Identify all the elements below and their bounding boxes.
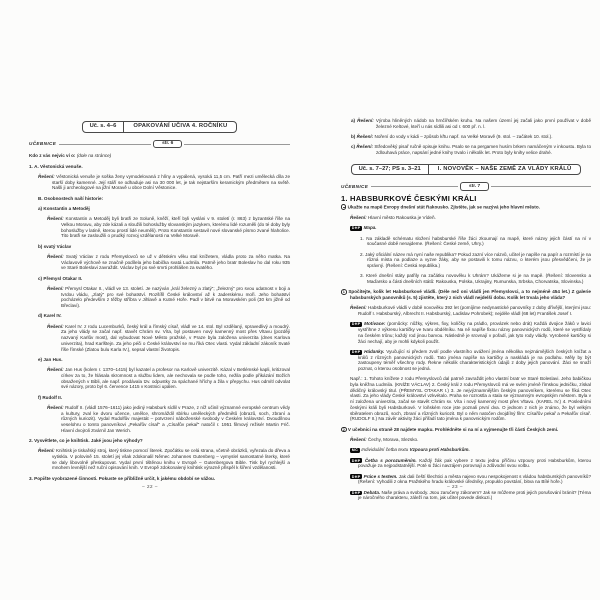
solution-label: Řešení:: [357, 118, 374, 123]
right-header-title: I. NOVOVĚK – NAŠE ZEMĚ ZA VLÁDY KRÁLŮ: [437, 165, 572, 172]
question-title: B. Osobnostech naší historie:: [38, 195, 104, 201]
question-number: 3.: [29, 475, 33, 481]
activity-text: Naše práva a svobody. Jsou zaručeny zákonem? Jak se můžeme proti jejich porušování bránit? (Téma je náročného charakteru, záleží na tom, jak učitel povede diskuzi.): [358, 489, 591, 501]
item-title: Rudolf II.: [42, 394, 62, 400]
item-title: svatý Václav: [43, 243, 72, 249]
solution-text: Věstonická venuše je soška ženy vymodelovaná z hlíny a vypálená, vysoká 11,5 cm. Patří mezi umělecká díla ze starší doby kamenné. Její stáří se odhaduje asi na 30 000 let, je tak nejstarším keramickým předmětem na světě. Našli ji archeologové na jižní Moravě u obce Dolní Věstonice.: [52, 174, 291, 191]
left-chapter-header: [82, 121, 238, 133]
item-marker: a): [351, 118, 356, 123]
activity-map-step-1: 1. Na základě schématu složení habsburské říše žáci zkoumají na mapě, které názvy jejich částí na ní v současné době nenajdeme. (Řešení: České země, Uhry.): [360, 235, 591, 247]
task-2-number: 2: [342, 427, 345, 432]
activity-map: [341, 225, 591, 231]
solution-text: Čechy, Morava, Slezsko.: [367, 436, 419, 442]
activity-hadanky: [341, 349, 591, 372]
solution-text: Noření do vody v kádi – způsob křtu např. na Velké Moravě (9. stol. – začátek 10. stol.).: [374, 134, 553, 139]
item-title: Karel IV.: [43, 313, 62, 319]
right-page: [341, 117, 591, 506]
solution-text: Hlavní město Rakouska je Vídeň.: [367, 215, 436, 220]
activity-tag: DHP: [351, 322, 361, 327]
right-section-label: UČEBNICE: [341, 183, 369, 189]
question-number: 1.: [29, 163, 33, 169]
solution-label: Řešení:: [38, 448, 55, 454]
page-number-right: – 23 –: [447, 484, 463, 489]
task-text: V učebnici na straně 28 najdete mapku. Prohlédněte si na ní a vyjmenujte tři části Českých zemí.: [347, 426, 559, 432]
left-header-title: OPAKOVÁNÍ UČIVA 4. ROČNÍKU: [133, 123, 228, 129]
left-section-bar: [29, 140, 290, 149]
solution-text: Habsburkové vládli v době novověku 392 let (pomíjíme nedynastické panovníky z doby dřívější, kterými jsou: Rudolf I. Habsburský, Albrecht II. Habsburský, Ladislav Pohrobek); nejdéle vládl (68 let) František Josef I.: [358, 305, 592, 317]
activity-text: Každý žák pak vybere z textu jednu příčinu vzpoury proti Habsburkům, kterou považuje za nejpodstatnější. Poté si žáci navzájem porovnají a zdůvodní svou volbu.: [358, 457, 592, 469]
solution-text: Svatý Václav z rodu Přemyslovců se už v dětském věku stal knížetem, vládla proto za něho matka. Na Václavově výchově se značně podílela jeho babička svatá Ludmila. Patrně jeho bratr Boleslav ho dal roku 935 ve Staré Boleslavi zavraždit. Václav byl po své smrti prohlášen za svatého.: [61, 254, 291, 271]
solution-text: Přemysl Otakar II., vládl ve 13. století. Je nazýván „král železný a zlatý“; „železný“ pro svou udatnost v boji a tvrdou vládu, „zlatý“ pro své bohatství. Rozšířil České království až k Jaderskému moři. Jeho bohatství pocházelo především z těžby stříbra v Jihlavě a Kutné Hoře. Padl v bitvě na Moravském poli (30 km jižně od Břeclavi).: [61, 286, 291, 309]
right-page-ref-box: str. 7: [460, 182, 489, 191]
sub-item-b-title: [38, 244, 290, 250]
task-2-solution: [341, 437, 591, 443]
sub-item-c-solution: [38, 286, 290, 309]
solution-text: Jan Hus (kolem r. 1370–1415) byl kazatel a profesor na Karlově univerzitě. Kázal v Betlémské kapli, kritizoval církev za to, že hlásala skromnost a službu lidem, ale nechovala se podle toho, nežila podle přikázání Božích obsažených v Bibli, ale např. prodávala tzv. odpustky za spáchané hříchy a žila v přepychu. Hus odmítl odvolat své názory, proto byl 6. července 1415 v Kostnici upálen.: [61, 367, 290, 390]
question-1: [29, 164, 290, 170]
solution-label: Řešení:: [47, 216, 64, 222]
task-text: Spočítejte, kolik let Habsburkové vládli. (Déle než oni vládli jen Přemyslovci, a to nejméně 454 let.) Z galerie habsburských panovníků (s. 5) zjistěte, který z nich vládl nejdelší dobu. Kolik let trvala jeho vláda?: [348, 289, 591, 301]
activity-tag: DHP: [351, 349, 361, 354]
right-chapter-header: [351, 164, 582, 176]
solution-2: [29, 448, 290, 471]
solution-label: Řešení:: [47, 286, 64, 291]
reading-title: Vzpoura proti Habsburkům.: [409, 447, 470, 453]
rule-line: [184, 144, 290, 145]
activity-name: Mapa.: [363, 225, 377, 231]
solution-text: Konstantin a Metoděj byli bratři ze Soluně, kněží, kteří byli vysláni v 9. století (r. 863) z byzantské říše na Velkou Moravu, aby zde kázali a sloužili bohoslužby slovanským jazykem, kterému lidé rozuměli (do té doby byly bohoslužby v latině, kterou prostí lidé neuměli). Proto Konstantin sestavil nové slovanské písmo zvané hlaholice. Tito bratři se zasloužili o prudký rozvoj vzdělanosti na Velké Moravě.: [61, 216, 291, 239]
item-marker: d): [38, 313, 43, 319]
solution-label: Řešení:: [47, 254, 64, 259]
task-text: Ukažte na mapě Evropy dnešní stát Rakousko. Zjistěte, jak se nazývá jeho hlavní město.: [347, 204, 540, 210]
activity-text: Jak dali čeští šlechtici a města najevo svou nespokojenost s vládou habsburských panovníků? (Řešení: Vyhodili z okna Pražského hradu královské úředníky, propuklo povstání, bitva na Bílé hoře.): [358, 473, 592, 485]
solution-text: Karel IV. z rodu Lucemburků, český král a římský císař, vládl ve 14. stol. Byl vzdělaný, spravedlivý a moudrý. Za jeho vlády se začal např. stavět Chrám sv. Víta, byl postaven nový kamenný most přes Vltavu (později nazvaný Karlův most), dal vybudovat Nové Město pražské, v Praze byla založena univerzita (dnes Karlova univerzita), hrad Karlštejn. Za jeho péči o České království se mu říká Otec vlasti. Vydal základní zákoník Svaté říše římské (Zlatou bulu Karla IV.), sepsal vlastní životopis.: [61, 323, 290, 352]
picture-solution-a: [341, 118, 591, 129]
left-section-label: UČEBNICE: [29, 141, 57, 147]
solution-1: [29, 174, 290, 191]
sub-item-d-solution: [38, 324, 290, 353]
item-marker: b): [38, 243, 43, 249]
left-page-ref-box: str. 6: [153, 140, 182, 149]
solution-label: Řešení:: [47, 404, 64, 410]
item-marker: c): [38, 275, 43, 281]
question-title: A. Věstonická venuše.: [34, 163, 83, 169]
activity-hadanky-example: Např.: 1. Tohoto knížete z rodu Přemyslovců dal patrně zavraždit jeho vlastní bratr ve Staré Boleslavi. Jeho babičkou byla kněžna Ludmila. (KNÍŽE VÁCLAV) 2. Český král z rodu Přemyslovců má ve svém jméně římskou jedničku, získal dědičný královský titul. (PŘEMYSL OTAKAR I.) 3. Je nejvýznamnějším českým panovníkem, kterému se říká Otec vlasti. Za jeho vlády České království vzkvétalo. Praha se rozrostla a stala se významným evropským městem. Byla v ní založena univerzita, začal se stavět Chrám sv. Víta i nový kamenný most přes Vltavu. (KAREL IV.) 4. Posledními českými králi byli Habsburkové. V loňském roce jste poznali první dva. O jednom z nich je známo, že byl velkým sběratelem obrazů, soch, zbraní a různých kuriozit. Byl o něm natočen dvojdílný film: Císařův pekař a Pekařův císař. (RUDOLF II.) Na závěr aktivity žáci přiřadí tato jména k panovnickým rodům.: [350, 376, 591, 422]
solution-label: Řešení:: [350, 305, 367, 311]
solution-label: Řešení:: [350, 436, 367, 442]
solution-label: Řešení:: [356, 144, 374, 150]
activity-text: Vyučující si předem zvolí podle vlastního uvážení jména několika nejznámějších českých knížat a králů z různých panovnických rodů. Tato jména napíše na kartičky a naskládá je na podlahu. Měly by být zastoupeny téměř všechny rody. Řekne několik charakteristických údajů z doby jejich panování. Žáci se snaží poznat, o kterou osobnost se jedná.: [358, 348, 591, 372]
question-B: [29, 196, 290, 202]
item-marker: f): [38, 394, 42, 400]
right-header-page-ref: Uč. s. 7–27; PS s. 3–21: [352, 165, 429, 175]
item-marker: a): [38, 206, 43, 211]
activity-motivace: [341, 321, 591, 344]
sub-item-a-solution: [38, 216, 290, 239]
chapter-title: 1. HABSBURKOVÉ ČESKÝMI KRÁLI: [341, 194, 477, 204]
picture-solution-b: [341, 134, 591, 140]
task-1-question: [341, 289, 591, 300]
activity-debata: [341, 490, 591, 501]
question-2: [29, 438, 290, 444]
sub-item-e-title: [38, 357, 290, 363]
item-title: Konstantin a Metoděj: [43, 206, 90, 211]
activity-name: Hádanky.: [364, 348, 385, 354]
item-marker: b): [351, 134, 356, 139]
task-1-number: 1: [342, 290, 345, 295]
task-1-solution: [341, 305, 591, 316]
item-marker: e): [38, 356, 43, 362]
activity-tag: MČ: [351, 448, 359, 453]
activity-name: Debata.: [363, 489, 381, 495]
item-title: Jan Hus.: [43, 356, 63, 362]
activity-map-step-3: 3. Které dnešní státy patřily na začátku novověku k Uhrám? Ukážeme si je na mapě. (Řešení: Slovensko a Maďarsko a části dnešních států: Rakouska, Polska, Ukrajiny, Rumunska, Srbska, Chorvatska, Slovinska.): [360, 273, 591, 285]
rule-line: [371, 186, 458, 187]
left-intro: [29, 153, 290, 159]
sub-item-e-solution: [38, 367, 290, 390]
sub-item-f-title: [38, 395, 290, 401]
intro-question: Kdo z vás nejvíc ví o:: [29, 153, 76, 159]
activity-map-step-2: 2. Jaký oficiální název má nyní naše republika? Pokud zazní více názvů, učitel je napíše na papír a rozmístí je na různá místa na podlaze a vyzve žáky, aby se postavili k tomu názvu, o kterém jsou přesvědčeni, že je správný. (Řešení: Česká republika.): [360, 251, 591, 269]
sub-item-d-title: [38, 313, 290, 319]
sub-item-f-solution: [38, 405, 290, 434]
activity-tag: DHP: [351, 490, 361, 495]
solution-text: Knihtisk je tiskařský stroj, který tiskne pomocí literek. Zpočátku se celá strana, včetně obrázků, vyřezala do dřeva a vytiskla. V polovině 15. století jej však zdokonalil Němec Johannes Gutenberg – vymyslel samostatné literky, které se daly libovolně přeskupovat. Vydal první tištěnou knihu v Evropě – Gutenbergova Bible. Tisk byl rychlejší a mnohem levnější než ruční opisování knih. V Evropě zdokonalený knihtisk výrazně přispěl k šíření vzdělanosti.: [52, 448, 291, 471]
activity-tag: DHP: [351, 474, 361, 479]
task-map-question: [341, 204, 591, 210]
activity-individual-reading: [341, 447, 591, 453]
intro-note: (dole na stránce): [76, 153, 112, 159]
sub-items: [29, 206, 290, 433]
page-number-left: – 22 –: [142, 484, 158, 489]
activity-text: (pomůcky: nůžky, výkres, fixy, kolíčky na prádlo, provázek nebo drát) Každá dvojice žáků v lavici vystřihne z výkresu kartičky ve tvaru obdélníku. Na ně napíše fixou názvy panovnických rodů, které se vystřídaly na českém trůnu; každý rod jinou barvou. Následně je srovnají v pořadí, jak tyto rody vládly. Vyrobené kartičky si žáci nechají, aby je mohli kdykoli použít.: [358, 321, 591, 344]
activity-tag: DHP: [351, 458, 361, 463]
question-title: Vysvětlete, co je knihtisk. Jaké jsou jeho výhody?: [34, 437, 143, 443]
solution-label: Řešení:: [38, 174, 55, 179]
task-icon: [341, 204, 346, 209]
left-header-page-ref: Uč. s. 4–6: [83, 122, 125, 132]
rule-line: [59, 144, 151, 145]
solution-label: Řešení:: [356, 134, 374, 139]
solution-text: Rudolf II. (vládl 1576–1611) jako jediný Habsburk sídlil v Praze, z níž učinil významné evropské centrum vědy a kultury, zval ke dvoru učence, umělce, shromáždil sbírku uměleckých předmětů (obrazů, soch, zbraní a různých kuriozit). Vydal Rudolfův majestát – potvrzení náboženské svobody v Českém království. Dvoudílnou veselohru o tomto panovníkovi „Pekařův císař“ a „Císařův pekař“ natočil r. 1951 filmový režisér Martin Frič. Hlavní dvojroli ztvárnil Jan Werich.: [61, 404, 291, 433]
sub-item-a-title: [38, 206, 290, 212]
solution-label: Řešení:: [350, 215, 367, 220]
activity-name: Četba s porozuměním.: [364, 457, 417, 463]
activity-cetba: [341, 458, 591, 469]
solution-text: Výroba hliněných nádob na hrnčířském kruhu. Na našem území jej začali jako první používat v době železné Keltové, kteří u nás sídlili asi od r. 600 př. n. l.: [375, 118, 592, 129]
right-section-bar: [341, 182, 591, 191]
activity-lead: Individuální četba textu: [361, 447, 409, 453]
question-number: 2.: [29, 437, 33, 443]
rule-line: [491, 186, 591, 187]
left-page: [29, 121, 290, 486]
activity-name: Práce s textem.: [363, 473, 398, 479]
solution-label: Řešení:: [47, 367, 64, 373]
sub-item-c-title: [38, 276, 290, 282]
activity-name: Motivace:: [364, 321, 386, 327]
question-3: [29, 476, 290, 482]
sub-item-b-solution: [38, 254, 290, 271]
item-title: Přemysl Otakar II.: [43, 275, 83, 281]
question-title: Popište vyobrazené činnosti. Pokuste se přibližně určit, k jakému období se vážou.: [34, 475, 216, 481]
activity-tag: DHP: [351, 226, 361, 231]
picture-solution-c: [341, 144, 591, 155]
item-marker: c): [351, 144, 356, 150]
task-2-question: [341, 427, 591, 433]
solution-text: Středověký pisař ručně opisuje knihu. Psalo se na pergamen husím brkem namáčeným v inkoustu. Byla to zdlouhavá práce, napsání jedné knihy trvalo i několik let. Proto byly knihy velice drahé.: [374, 144, 591, 155]
task-map-solution: [341, 215, 591, 221]
solution-label: Řešení:: [47, 323, 64, 329]
